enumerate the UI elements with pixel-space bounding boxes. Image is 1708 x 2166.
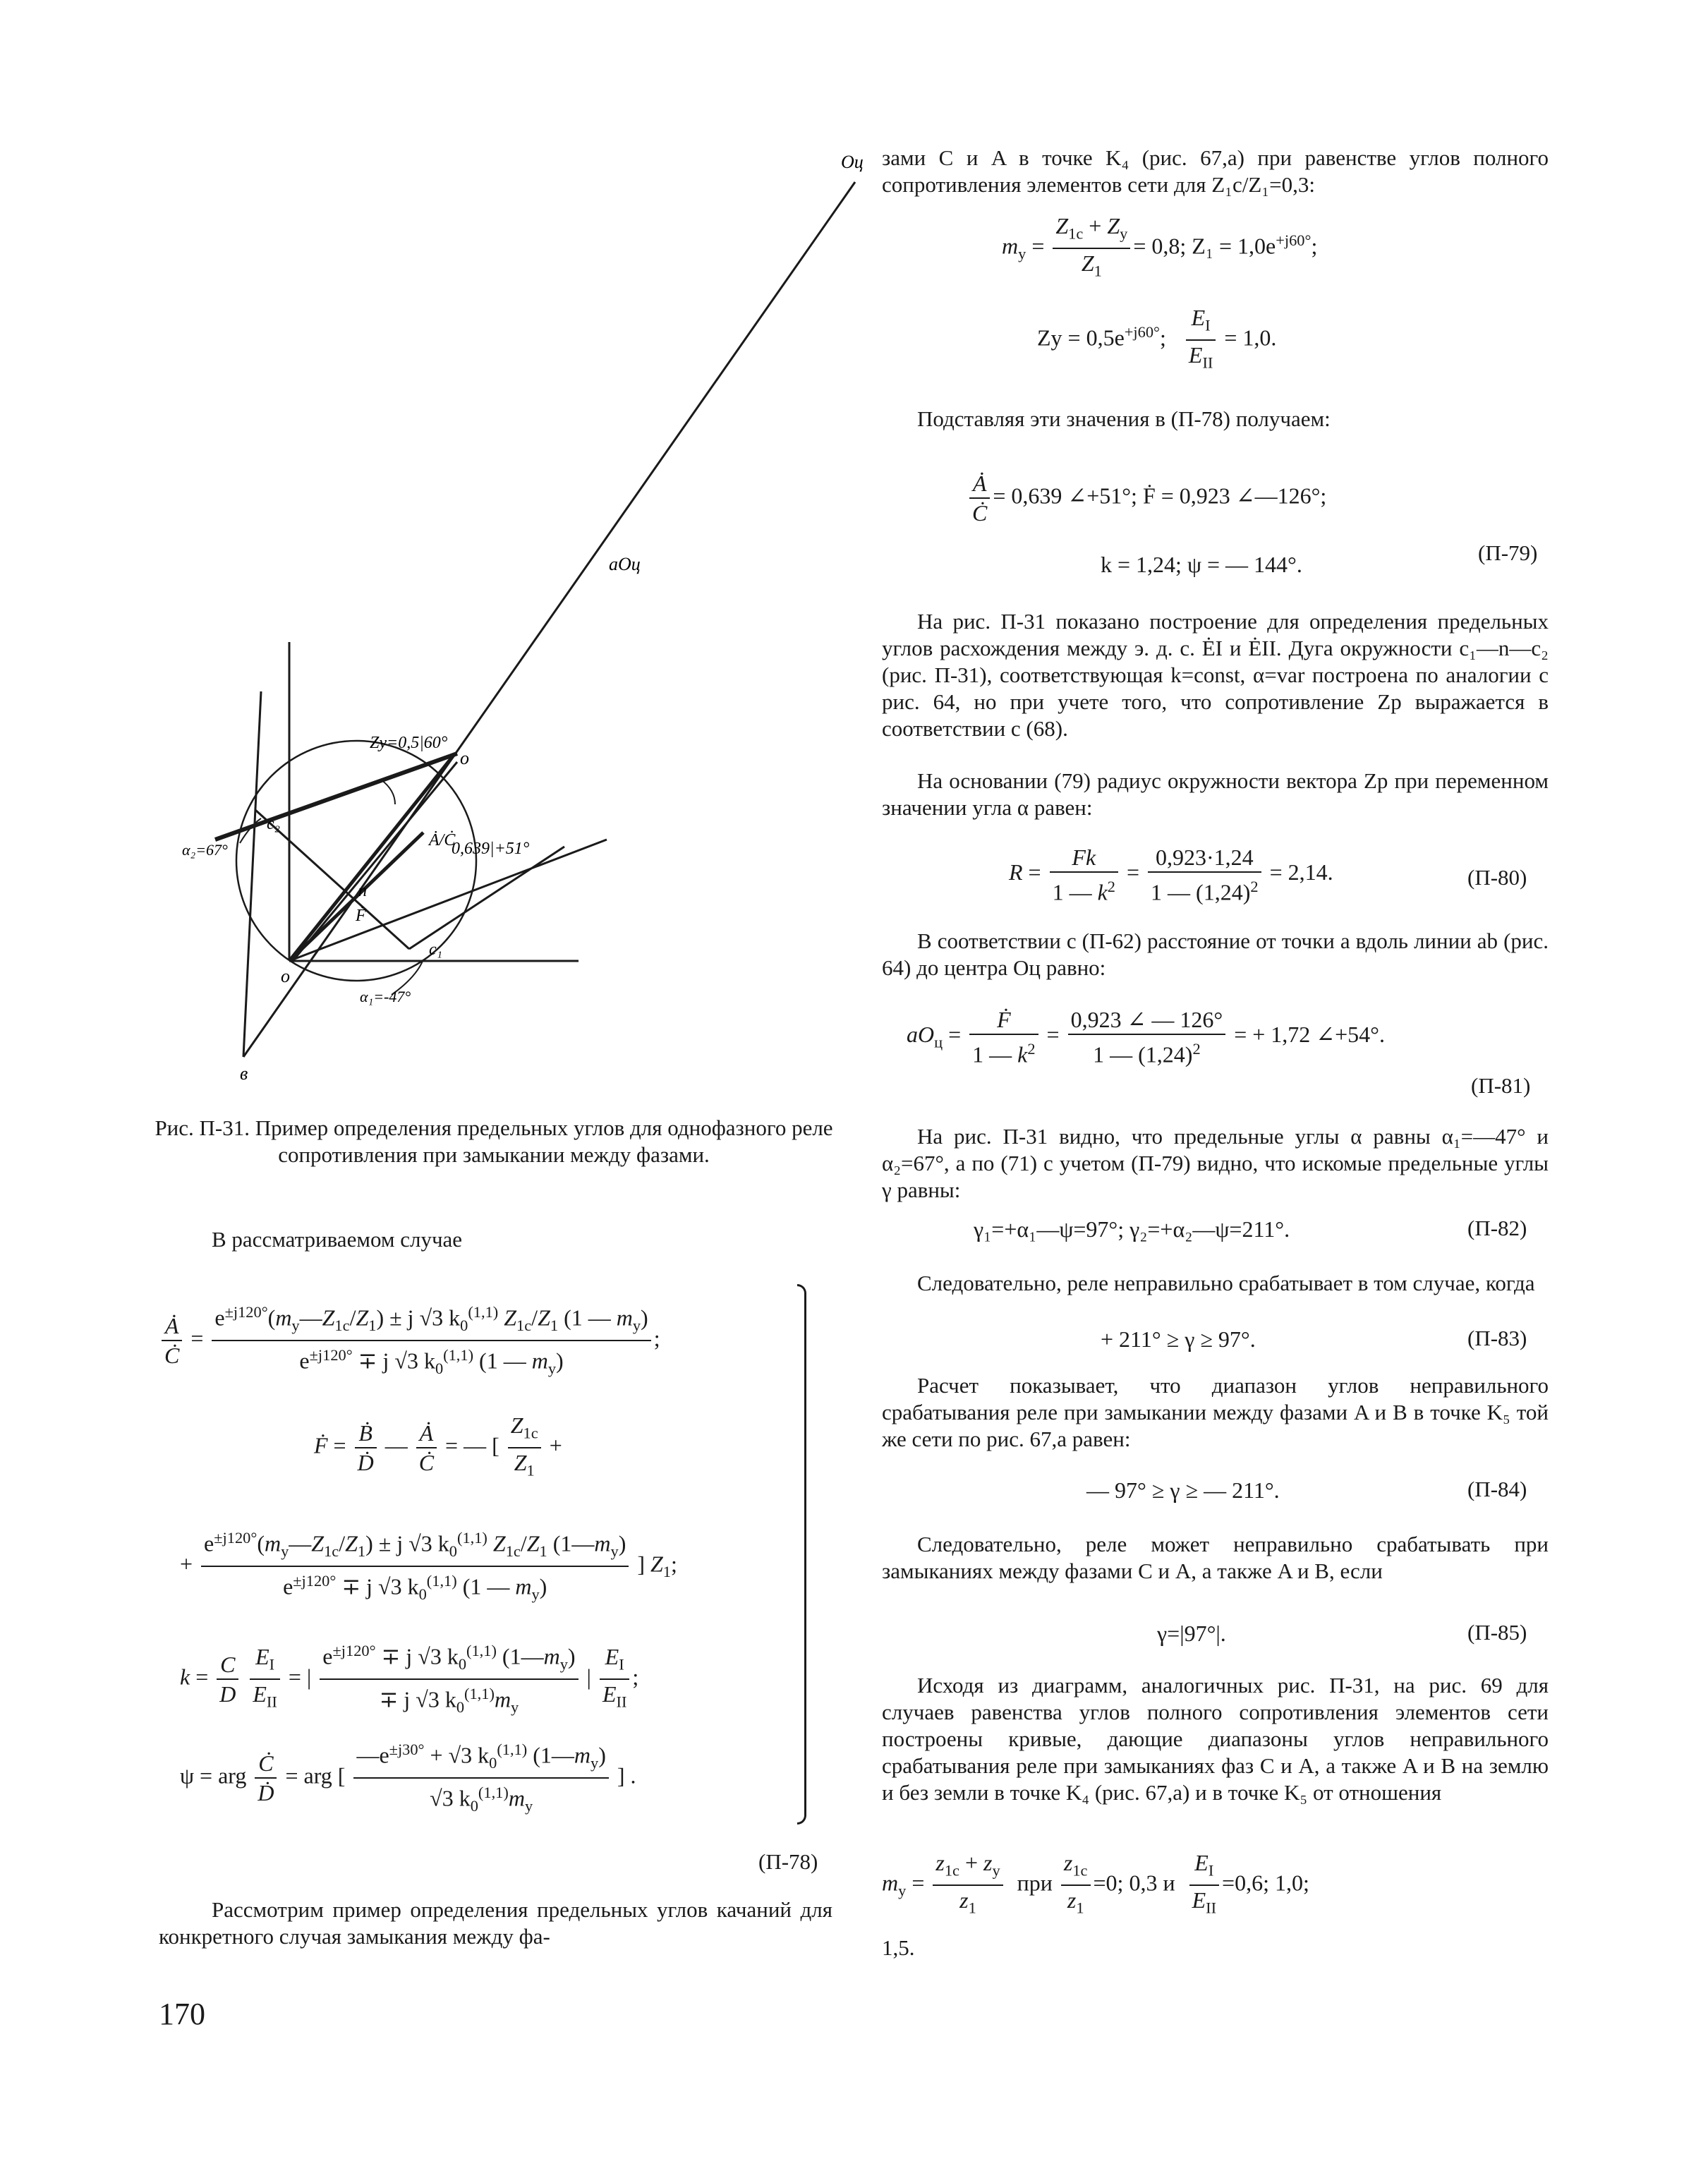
eq-label-p84: (П-84) <box>1467 1477 1527 1501</box>
label-b: в <box>240 1063 248 1084</box>
label-n: n <box>358 882 367 900</box>
eq-my: $m_у$ = $\frac{Z_{1c} + Z_у}{Z_1}$ = 0,8; $Z_1 = 1,0e^{+j60^\circ}$; <box>1002 213 1318 280</box>
eq-p79-line1: $\frac{Ȧ}{Ċ}$ = 0,639 ∠+51°; Ḟ = 0,923 ∠—126°; <box>967 469 1326 527</box>
eq-p82: γ₁=+α₁—ψ=97°; γ₂=+α₂—ψ=211°. <box>974 1216 1290 1242</box>
eq-label-p82: (П-82) <box>1467 1216 1527 1240</box>
eq-label-p81: (П-81) <box>1471 1073 1531 1098</box>
label-c1: c₁ <box>429 940 442 959</box>
figure-caption: Рис. П-31. Пример определения предельных углов для однофазного реле сопротивления при замыкании между фазами. <box>155 1115 833 1167</box>
label-a-oc: аОц <box>609 554 641 574</box>
label-o-upper: o <box>460 748 469 768</box>
label-o-lower: o <box>281 966 290 986</box>
eq-p79-line2: k = 1,24; ψ = — 144°. <box>1101 552 1302 577</box>
label-a-c-ratio: 0,639|+51° <box>452 840 530 858</box>
label-c2: c₂ <box>267 815 280 833</box>
vertical-line-2 <box>243 691 261 1057</box>
eq-p78-line5: ψ = arg $\frac{Ċ}{\text{Ḋ}}$ = arg [ $\frac{—e^{\pm j30^\circ} + √3 k_0^{(1,1)} (1—m_у)}{√3 k_0^{(1,1)}m_у}$ ] . <box>180 1736 636 1820</box>
right-para5: В соответствии с (П-62) расстояние от точки a вдоль линии ab (рис. 64) до центра Oц равно: <box>882 928 1549 980</box>
right-para6: На рис. П-31 видно, что предельные углы α равны α₁=—47° и α₂=67°, а по (71) с учетом (П-79) видно, что искомые предельные углы γ равны: <box>882 1124 1549 1202</box>
right-para1: зами C и A в точке K₄ (рис. 67,а) при равенстве углов полного сопротивления элементов сети для Z₁c/Z₁=0,3: <box>882 145 1549 197</box>
eq-label-p80: (П-80) <box>1467 865 1527 890</box>
label-alpha2: α₂=67° <box>182 841 228 859</box>
eq-p78-line4: k = $\frac{C}{D}$ $\frac{E_I}{E_{II}}$ = | $\frac{e^{\pm j120^\circ} \mp j √3 k_0^{(1,1)} (1—m_у)}{\mp j √3 k_0^{(1,1)}m_у}$ | $\frac{E_I}{E_{II}}$ ; <box>180 1637 638 1722</box>
line-b-oc <box>243 182 855 1057</box>
eq-p78-line1: $\frac{Ȧ}{Ċ}$ = $\frac{e^{\pm j120^\circ}(m_у—Z_{1c}/Z_1) \pm j √3 k_0^{(1,1)} Z_{1c}/Z_1 (1 — m_у)}{e^{\pm j120^\circ} \mp j √3 k_0^{(1,1)} (1 — m_у)}$ ; <box>159 1298 660 1383</box>
label-alpha1: α₁=-47° <box>360 988 411 1005</box>
left-intro: В рассматриваемом случае <box>212 1227 463 1252</box>
right-para10: Исходя из диаграмм, аналогичных рис. П-31, на рис. 69 для случаев равенства углов полного сопротивления элементов сети построены кривые, дающие диапазоны углов неправильного срабатывания реле при замыканиях фаз C и A, а также A и B на землю и без земли в точке K₄ (рис. 67,а) и в точке K₅ от отношения <box>882 1673 1549 1805</box>
vector-a-c <box>293 762 457 961</box>
figure-p31-diagram <box>182 141 889 1094</box>
equation-block-p78 <box>159 1270 836 1891</box>
line-to-right <box>409 847 564 949</box>
eq-p85: γ=|97°|. <box>1157 1621 1226 1646</box>
left-closing-paragraph: Рассмотрим пример определения предельных углов качаний для конкретного случая замыкания между фа- <box>159 1897 832 1949</box>
angle-arc-zy <box>381 780 395 804</box>
eq-p83: + 211° ≥ γ ≥ 97°. <box>1101 1326 1256 1352</box>
eq-label-p79: (П-79) <box>1478 540 1538 565</box>
right-para8: Расчет показывает, что диапазон углов неправильного срабатывания реле при замыкании между фазами A и B в точке K₅ той же сети по рис. 67,а равен: <box>882 1373 1549 1451</box>
label-f: Ḟ <box>356 907 366 925</box>
eq-zy: Zу = $0,5e^{+j60^\circ}$; $\frac{E_I}{E_{II}}$ = 1,0. <box>1037 305 1277 372</box>
eq-ratio-line: $m_у$ = $\frac{z_{1c} + z_у}{z_1}$ при $\frac{z_{1c}}{z_1}$ =0; 0,3 и $\frac{E_I}{E_{II}}$ =0,6; 1,0; <box>882 1850 1309 1917</box>
right-para2: Подставляя эти значения в (П-78) получаем: <box>917 406 1331 431</box>
right-para7: Следовательно, реле неправильно срабатывает в том случае, когда <box>917 1271 1535 1295</box>
eq-p78-line2: Ḟ = $\frac{\text{Ḃ}}{\text{Ḋ}}$ — $\frac{Ȧ}{Ċ}$ = — [ $\frac{Z_{1c}}{Z_1}$ + <box>314 1412 562 1480</box>
right-para3: На рис. П-31 показано построение для определения предельных углов расхождения между э. д. с. ĖI и ĖII. Дуга окружности c₁—n—c₂ (рис. П-31), соответствующая k=const, α=var построена по аналогии с рис. 64, но при учете того, что сопротивление Zр выражается в соответствии с (68). <box>882 609 1549 741</box>
eq-p78-line3: + $\frac{e^{\pm j120^\circ}(m_у—Z_{1c}/Z_1) \pm j √3 k_0^{(1,1)} Z_{1c}/Z_1 (1—m_у)}{e^{\pm j120^\circ} \mp j √3 k_0^{(1,1)} (1 — m_у)}$ ] $Z_1$; <box>180 1524 677 1609</box>
eq-label-p83: (П-83) <box>1467 1326 1527 1350</box>
right-para9: Следовательно, реле может неправильно срабатывать при замыканиях между фазами C и A, а также A и B, если <box>882 1532 1549 1583</box>
label-a-over-c: Ȧ/Ċ <box>429 831 456 849</box>
right-tail: 1,5. <box>882 1935 915 1960</box>
page-number: 170 <box>159 1997 205 2031</box>
label-oc: Оц <box>841 152 864 172</box>
eq-p84: — 97° ≥ γ ≥ — 211°. <box>1086 1477 1280 1503</box>
eq-label-p78: (П-78) <box>758 1849 818 1874</box>
brace-right <box>797 1284 806 1825</box>
eq-p81: $aO_ц$ = $\frac{\text{Ḟ}}{1 — k^2}$ = $\frac{0,923 \angle — 126^\circ}{1 — (1,24)^2}$ = + 1,72 ∠+54°. <box>907 1007 1385 1067</box>
eq-label-p85: (П-85) <box>1467 1620 1527 1645</box>
label-zy: Zу=0,5|60° <box>370 734 448 752</box>
right-para4: На основании (79) радиус окружности вектора Zр при переменном значении угла α равен: <box>882 768 1549 820</box>
eq-p80: R = $\frac{Fk}{1 — k^2}$ = $\frac{0,923\cdot 1,24}{1 — (1,24)^2}$ = 2,14. <box>1009 845 1333 905</box>
